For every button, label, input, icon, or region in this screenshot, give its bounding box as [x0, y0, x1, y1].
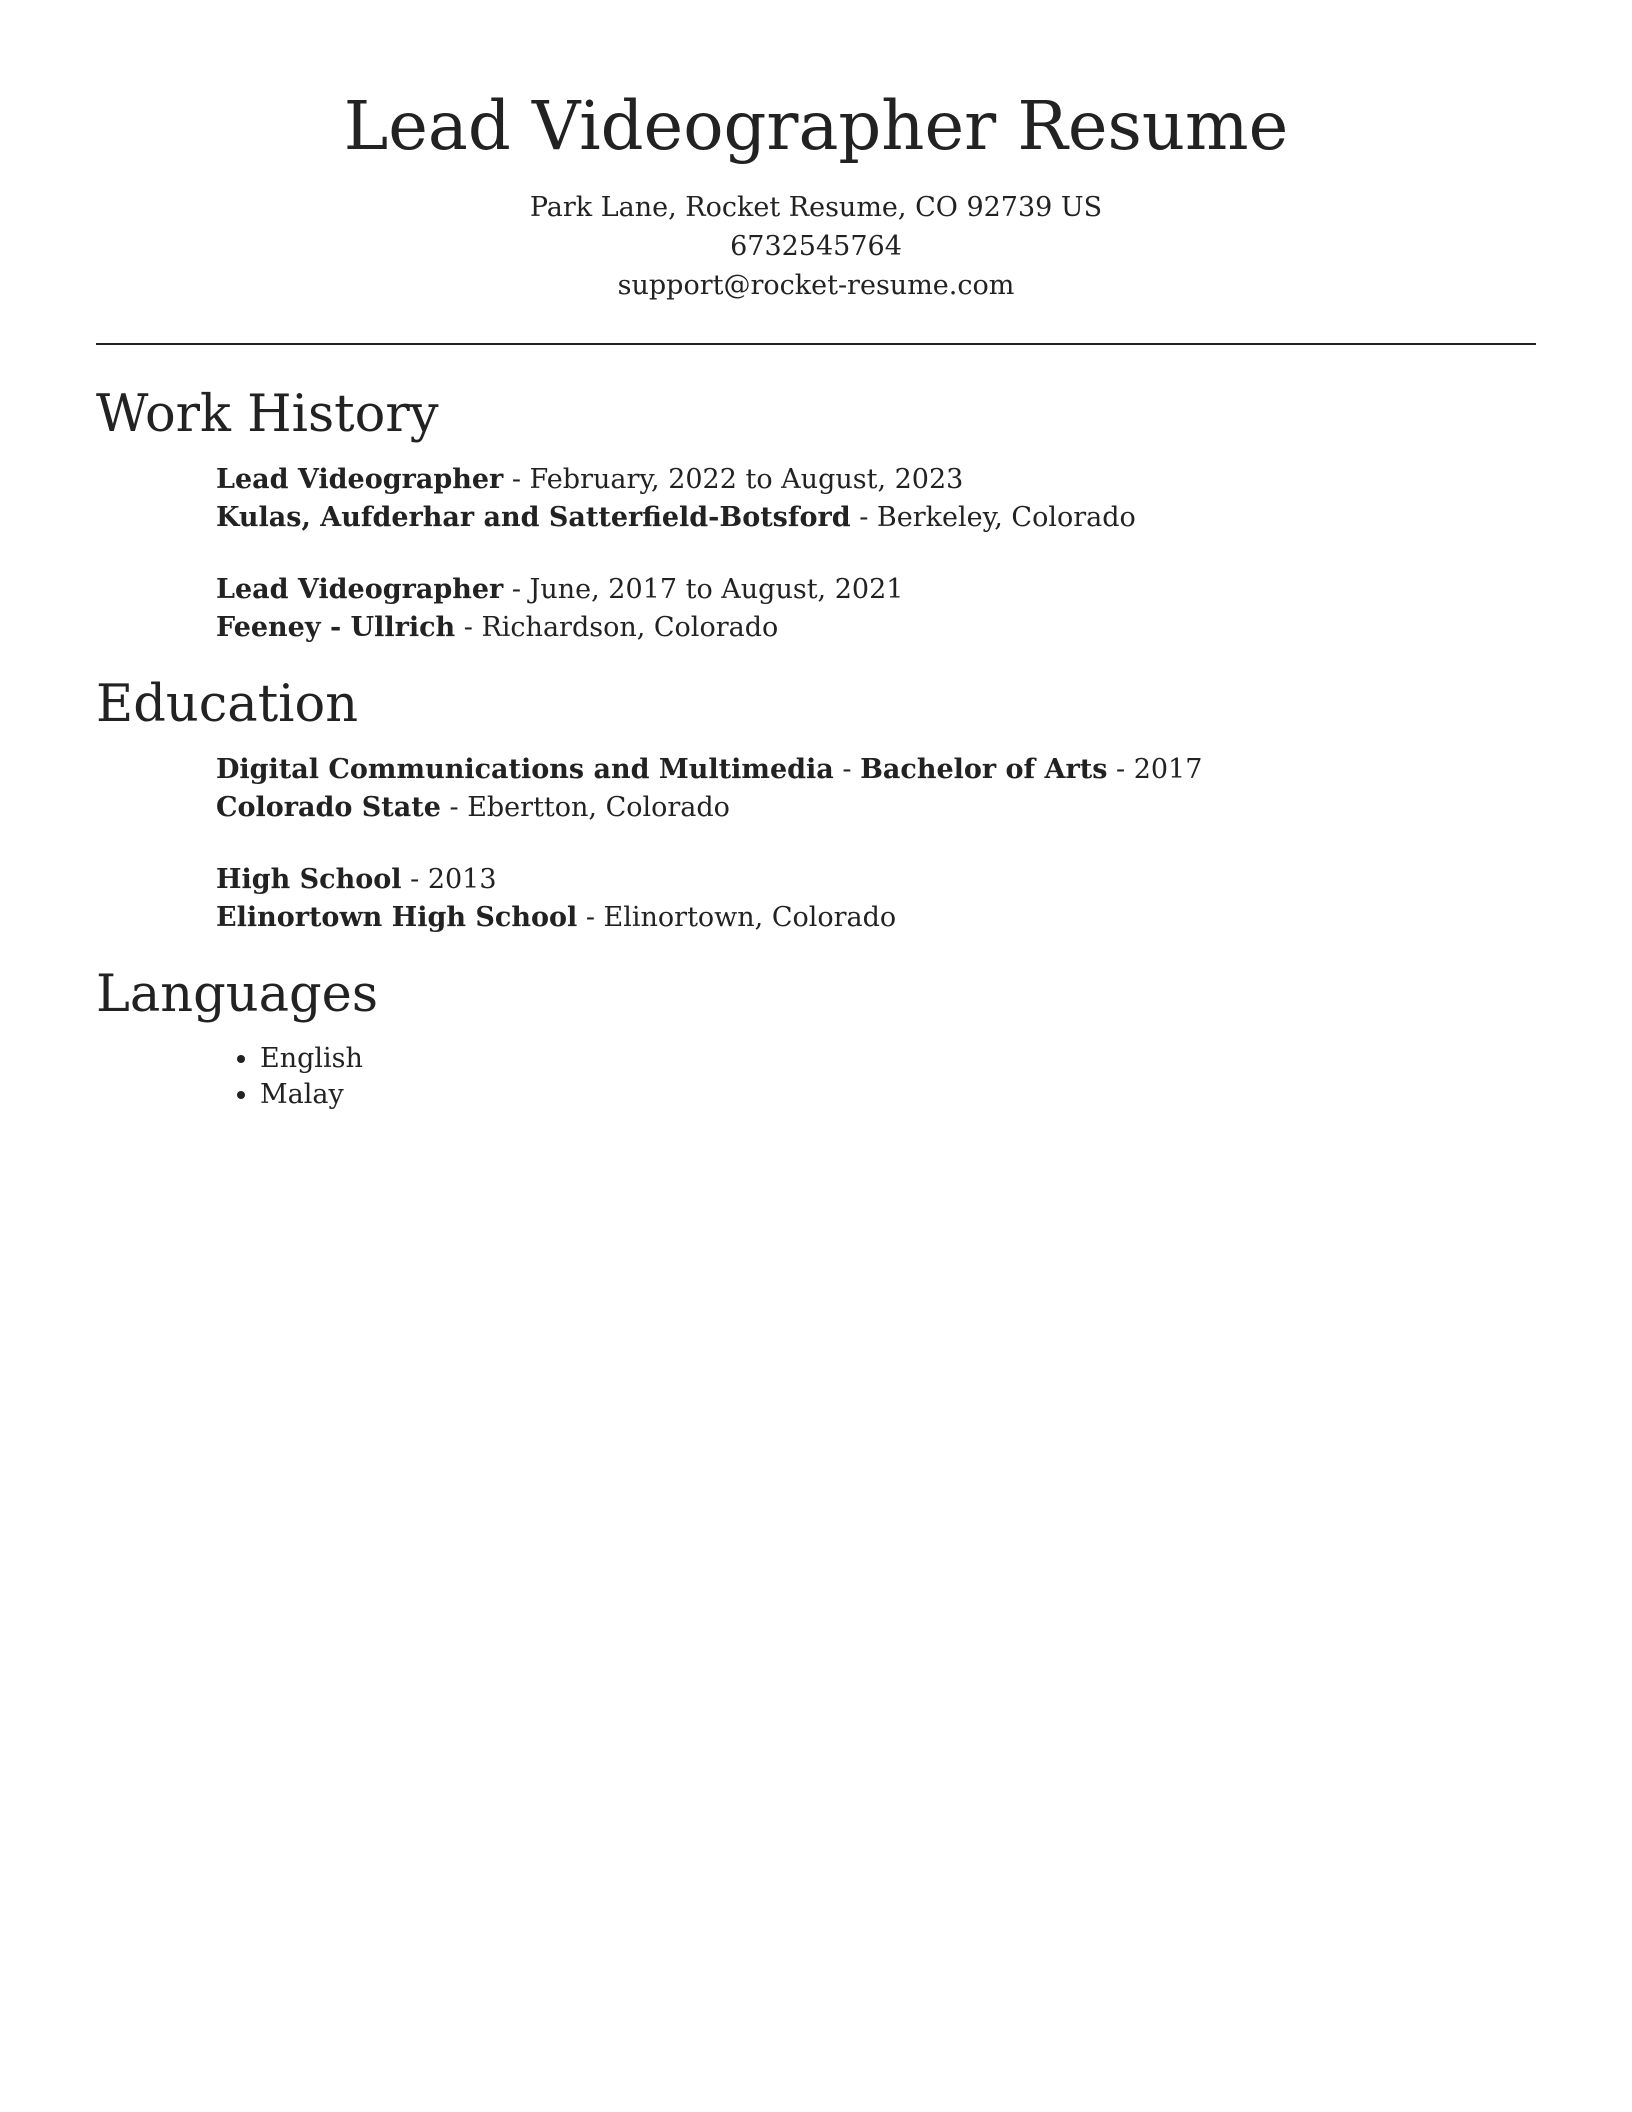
work-entry-heading — [216, 571, 1536, 609]
work-entry-role: Lead Videographer — [216, 574, 504, 605]
education-entry — [216, 751, 1536, 827]
education-entry-year: 2013 — [427, 864, 497, 895]
education-entry-school: Elinortown High School — [216, 902, 578, 933]
language-item: • Malay — [260, 1077, 1536, 1113]
work-history-list — [216, 461, 1536, 647]
resume-header — [96, 0, 1536, 305]
work-entry — [216, 461, 1536, 537]
contact-address: Park Lane, Rocket Resume, CO 92739 US — [529, 192, 1103, 223]
work-entry-employer — [216, 499, 1536, 537]
work-entry-dates: June, 2017 to August, 2021 — [529, 574, 904, 605]
contact-phone: 6732545764 — [730, 231, 902, 262]
education-entry-location: Elinortown, Colorado — [603, 902, 897, 933]
education-entry-institution — [216, 789, 1536, 827]
work-entry-role: Lead Videographer — [216, 464, 504, 495]
contact-email: support@rocket-resume.com — [617, 270, 1015, 301]
resume-title: Lead Videographer Resume — [343, 87, 1289, 165]
work-entry-heading — [216, 461, 1536, 499]
separator: - — [1107, 754, 1134, 785]
separator: - — [577, 902, 604, 933]
section-title-work-history: Work History — [96, 385, 439, 444]
education-entry-location: Ebertton, Colorado — [467, 792, 730, 823]
header-divider — [96, 343, 1536, 345]
education-entry-institution — [216, 899, 1536, 937]
work-entry-location: Berkeley, Colorado — [876, 502, 1136, 533]
education-entry-school: Colorado State — [216, 792, 441, 823]
work-entry — [216, 571, 1536, 647]
education-entry-heading — [216, 751, 1536, 789]
resume-page — [96, 0, 1536, 1113]
education-entry-field: High School — [216, 864, 402, 895]
work-entry-dates: February, 2022 to August, 2023 — [529, 464, 964, 495]
work-entry-company: Kulas, Aufderhar and Satterfield-Botsford — [216, 502, 851, 533]
separator: - — [401, 864, 428, 895]
education-list — [216, 751, 1536, 937]
section-title-languages: Languages — [96, 965, 379, 1024]
section-title-education: Education — [96, 675, 359, 734]
separator: - — [503, 574, 530, 605]
separator: - — [850, 502, 877, 533]
separator: - — [440, 792, 468, 823]
languages-list — [216, 1041, 1536, 1113]
education-entry-year: 2017 — [1133, 754, 1203, 785]
education-entry-field: Digital Communications and Multimedia — [216, 754, 834, 785]
contact-info — [96, 188, 1536, 305]
education-entry-heading — [216, 861, 1536, 899]
separator: - — [503, 464, 530, 495]
separator: - — [833, 754, 861, 785]
education-entry-degree: Bachelor of Arts — [860, 754, 1108, 785]
work-entry-location: Richardson, Colorado — [481, 612, 779, 643]
education-entry — [216, 861, 1536, 937]
separator: - — [455, 612, 482, 643]
language-item: • English — [260, 1041, 1536, 1077]
work-entry-employer — [216, 609, 1536, 647]
work-entry-company: Feeney - Ullrich — [216, 612, 456, 643]
